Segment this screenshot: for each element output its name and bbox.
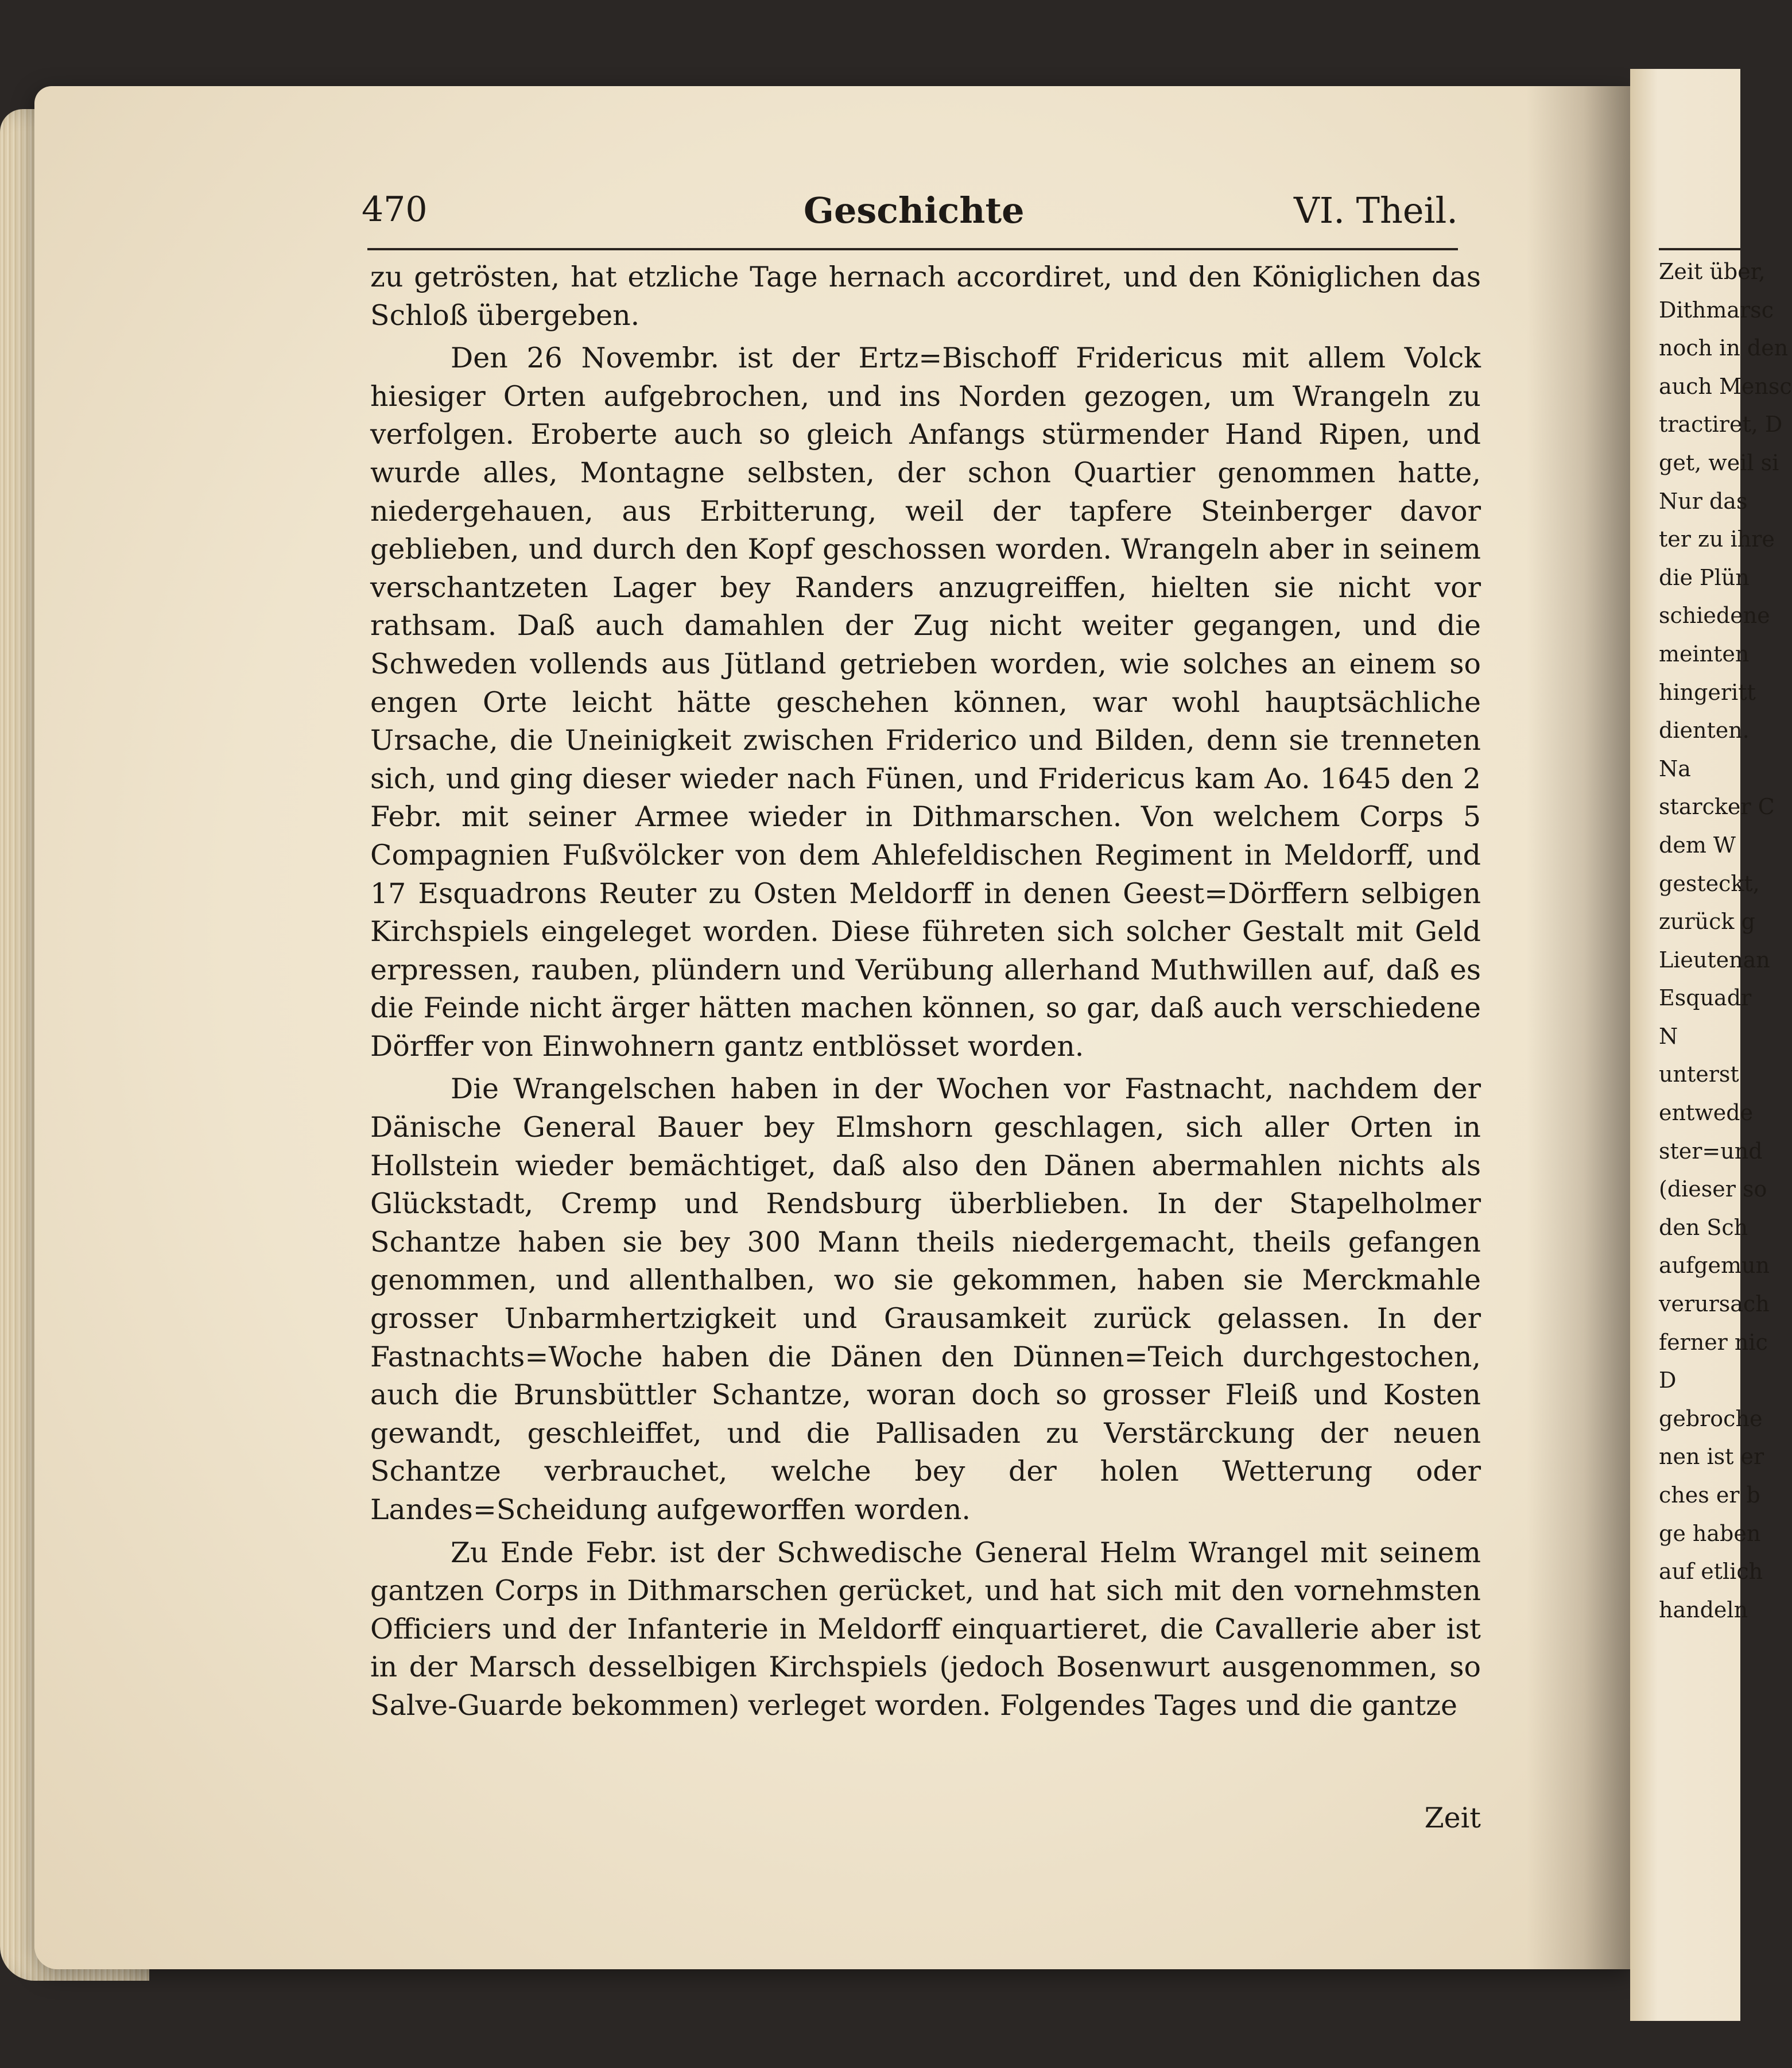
running-head: [362, 189, 1458, 253]
facing-page-line: handeln: [1659, 1597, 1748, 1622]
facing-page-line: meinten: [1659, 641, 1750, 667]
facing-page-text: [1659, 253, 1792, 1629]
facing-page-line: verursach: [1659, 1291, 1770, 1317]
body-text: [370, 258, 1481, 1725]
facing-page-line: ge haben: [1659, 1520, 1761, 1546]
running-title: Geschichte: [804, 189, 1025, 231]
facing-page-line: Esquadr: [1659, 985, 1752, 1011]
facing-page-line: ster=und: [1659, 1138, 1763, 1164]
header-rule: [367, 248, 1458, 250]
facing-page-line: dem W: [1659, 832, 1736, 858]
facing-page-line: entwede: [1659, 1100, 1754, 1126]
facing-page-line: get, weil si: [1659, 450, 1779, 475]
facing-page-rule: [1659, 248, 1740, 250]
facing-page-line: schiedene: [1659, 603, 1770, 629]
facing-page-line: Nur das: [1659, 488, 1748, 514]
part-label: VI. Theil.: [1293, 189, 1458, 231]
page-number: 470: [362, 189, 428, 230]
paragraph: Zu Ende Febr. ist der Schwedische General Helm Wrangel mit seinem gantzen Corps in Dithmarschen gerücket, und hat sich mit den vornehmsten Officiers und der Infanterie in Meldorff einquartieret, die Cavallerie aber ist in der Marsch desselbigen Kirchspiels (jedoch Bosenwurt ausgenommen, so Salve-Guarde bekommen) verleget worden. Folgendes Tages und die gantze: [370, 1536, 1481, 1722]
facing-page-line: ferner nic: [1659, 1329, 1768, 1355]
facing-page-line: D: [1659, 1368, 1677, 1393]
facing-page-line: noch in den: [1659, 335, 1789, 361]
facing-page-line: (dieser so: [1659, 1176, 1767, 1202]
facing-page-line: den Sch: [1659, 1214, 1748, 1240]
facing-page-line: N: [1659, 1023, 1678, 1049]
catchword: Zeit: [1424, 1802, 1481, 1834]
facing-page-line: auf etlich: [1659, 1559, 1763, 1585]
facing-page-line: Na: [1659, 756, 1691, 781]
paragraph-continuation: zu getrösten, hat etzliche Tage hernach accordiret, und den Königlichen das Schloß übergeben.: [370, 261, 1481, 332]
facing-page-line: Lieutenan: [1659, 947, 1770, 973]
facing-page-line: tractiret, D: [1659, 412, 1783, 437]
facing-page-line: aufgemun: [1659, 1253, 1770, 1279]
facing-page-line: ter zu ihre: [1659, 526, 1775, 552]
gutter-shadow: [1527, 86, 1630, 1969]
facing-page-line: auch Mensc: [1659, 373, 1792, 399]
facing-page-line: starcker C: [1659, 794, 1775, 820]
facing-page-line: die Plün: [1659, 564, 1750, 590]
facing-page-line: nen ist er: [1659, 1444, 1764, 1470]
facing-page-line: gebroche: [1659, 1405, 1763, 1431]
facing-page-line: Dithmarsc: [1659, 297, 1774, 323]
facing-page-line: Zeit über,: [1659, 259, 1766, 284]
paragraph: Den 26 Novembr. ist der Ertz=Bischoff Fridericus mit allem Volck hiesiger Orten aufgebrochen, und ins Norden gezogen, um Wrangeln zu verfolgen. Eroberte auch so gleich Anfangs stürmender Hand Ripen, und wurde alles, Montagne selbsten, der schon Quartier genommen hatte, niedergehauen, aus Erbitterung, weil der tapfere Steinberger davor geblieben, und durch den Kopf geschossen worden. Wrangeln aber in seinem verschantzeten Lager bey Randers anzugreiffen, hielten sie nicht vor rathsam. Daß auch damahlen der Zug nicht weiter gegangen, und die Schweden vollends aus Jütland getrieben worden, wie solches an einem so engen Orte leicht hätte geschehen können, war wohl hauptsächliche Ursache, die Uneinigkeit zwischen Friderico und Bilden, denn sie trenneten sich, und ging dieser wieder nach Fünen, und Fridericus kam Ao. 1645 den 2 Febr. mit seiner Armee wieder in Dithmarschen. Von welchem Corps 5 Compagnien Fußvölcker von dem Ahlefeldischen Regiment in Meldorff, und 17 Esquadrons Reuter zu Osten Meldorff in denen Geest=Dörffern selbigen Kirchspiels eingeleget worden. Diese führeten sich solcher Gestalt mit Geld erpressen, rauben, plündern und Verübung allerhand Muthwillen auf, daß es die Feinde nicht ärger hätten machen können, so gar, daß auch verschiedene Dörffer von Einwohnern gantz entblösset worden.: [370, 342, 1481, 1063]
paragraph: Die Wrangelschen haben in der Wochen vor Fastnacht, nachdem der Dänische General Bauer bey Elmshorn geschlagen, sich aller Orten in Hollstein wieder bemächtiget, daß also den Dänen abermahlen nichts als Glückstadt, Cremp und Rendsburg überblieben. In der Stapelholmer Schantze haben sie bey 300 Mann theils niedergemacht, theils gefangen genommen, und allenthalben, wo sie gekommen, haben sie Merckmahle grosser Unbarmhertzigkeit und Grausamkeit zurück gelassen. In der Fastnachts=Woche haben die Dänen den Dünnen=Teich durchgestochen, auch die Brunsbüttler Schantze, woran doch so grosser Fleiß und Kosten gewandt, geschleiffet, und die Pallisaden zu Verstärckung der neuen Schantze verbrauchet, welche bey der holen Wetterung oder Landes=Scheidung aufgeworffen worden.: [370, 1072, 1481, 1526]
facing-page-line: ches er b: [1659, 1482, 1760, 1508]
facing-page-line: zurück g: [1659, 909, 1755, 935]
facing-page-line: unterst: [1659, 1062, 1739, 1087]
facing-page-line: gesteckt,: [1659, 870, 1760, 896]
facing-page-line: hingeritt: [1659, 679, 1756, 705]
facing-page-line: dienten.: [1659, 718, 1750, 743]
